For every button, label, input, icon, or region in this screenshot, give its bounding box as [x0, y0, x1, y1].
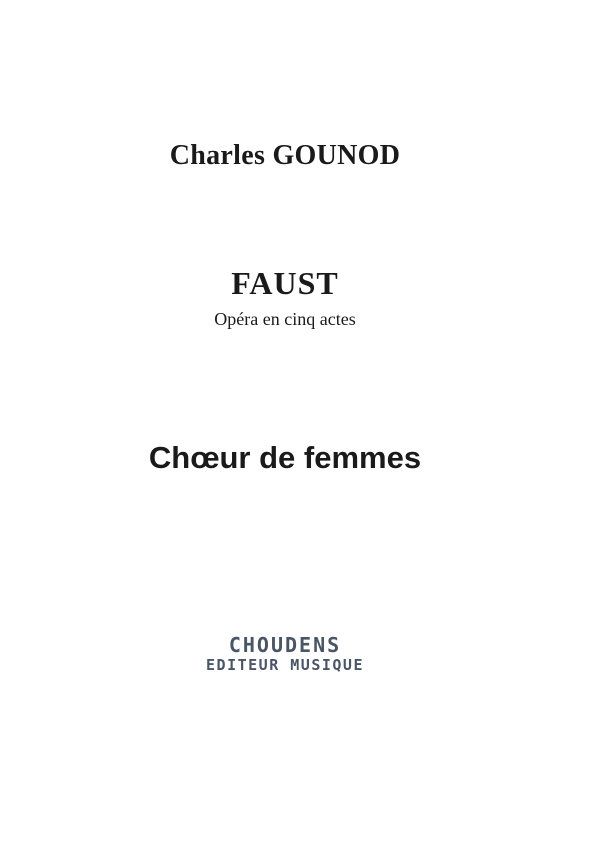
- work-subtitle: Opéra en cinq actes: [214, 309, 356, 329]
- publisher-tagline: EDITEUR MUSIQUE: [206, 656, 364, 674]
- work-title: FAUST: [231, 265, 339, 301]
- publisher-name: CHOUDENS: [228, 633, 342, 657]
- composer-name: Charles GOUNOD: [169, 140, 401, 171]
- section-title: Chœur de femmes: [148, 440, 422, 475]
- publisher-logo: [0, 634, 570, 674]
